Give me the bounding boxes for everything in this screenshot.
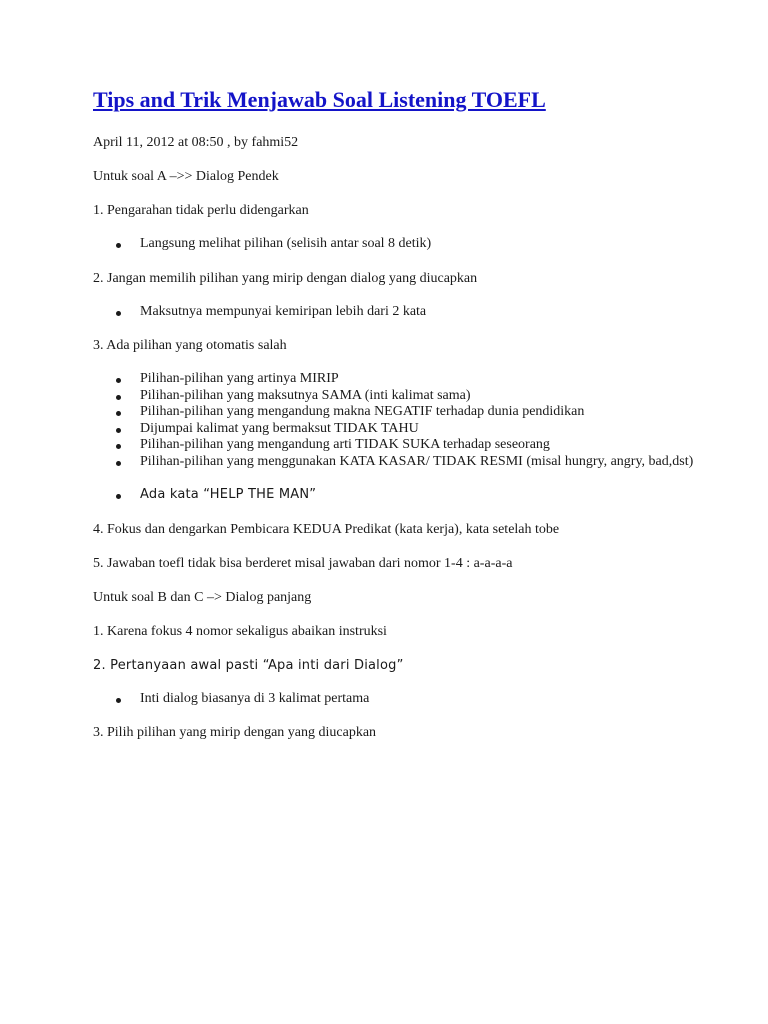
list-item-text: Pilihan-pilihan yang mengandung makna NEGATIF terhadap dunia pendidikan (140, 404, 585, 419)
point-3: 3. Ada pilihan yang otomatis salah (93, 338, 287, 353)
bullet-icon (116, 428, 121, 433)
list-item-text: Pilihan-pilihan yang mengandung arti TIDAK SUKA terhadap seseorang (140, 437, 550, 452)
section-bc-heading: Untuk soal B dan C –> Dialog panjang (93, 589, 312, 605)
list-item (116, 236, 713, 253)
list-item (116, 421, 713, 438)
list-item-text: Inti dialog biasanya di 3 kalimat pertama (140, 690, 370, 706)
list-item (116, 404, 713, 421)
point-5: 5. Jawaban toefl tidak bisa berderet misal jawaban dari nomor 1-4 : a-a-a-a (93, 555, 513, 571)
point-1: 1. Pengarahan tidak perlu didengarkan (93, 203, 309, 218)
page-title-link[interactable]: Tips and Trik Menjawab Soal Listening TOEFL (93, 87, 546, 112)
point-4: 4. Fokus dan dengarkan Pembicara KEDUA Predikat (kata kerja), kata setelah tobe (93, 521, 560, 537)
point-2-list (93, 304, 713, 321)
list-item-text: Langsung melihat pilihan (selisih antar soal 8 detik) (140, 236, 432, 251)
bullet-icon (116, 698, 121, 703)
bullet-icon (116, 494, 121, 499)
bullet-icon (116, 411, 121, 416)
point-3-extra-list (93, 487, 713, 504)
bullet-icon (116, 378, 121, 383)
list-item-text: Pilihan-pilihan yang menggunakan KATA KASAR/ TIDAK RESMI (misal hungry, angry, bad,dst) (140, 453, 694, 469)
bc-point-2-list (93, 691, 713, 708)
list-item-text: Ada kata “HELP THE MAN” (140, 487, 317, 502)
list-item-text: Maksutnya mempunyai kemiripan lebih dari 2 kata (140, 303, 427, 319)
bc-point-3: 3. Pilih pilihan yang mirip dengan yang diucapkan (93, 725, 377, 740)
list-item (116, 437, 713, 454)
list-item (116, 691, 713, 708)
bc-point-2: 2. Pertanyaan awal pasti “Apa inti dari Dialog” (93, 657, 404, 673)
bullet-icon (116, 243, 121, 248)
list-item (116, 371, 713, 388)
point-2: 2. Jangan memilih pilihan yang mirip dengan dialog yang diucapkan (93, 270, 478, 286)
point-3-list (93, 371, 713, 470)
list-item (116, 304, 713, 321)
list-item (116, 454, 713, 471)
bc-point-1: 1. Karena fokus 4 nomor sekaligus abaikan instruksi (93, 623, 387, 639)
bullet-icon (116, 444, 121, 449)
section-a-heading: Untuk soal A –>> Dialog Pendek (93, 169, 279, 184)
list-item-text: Pilihan-pilihan yang artinya MIRIP (140, 371, 339, 386)
list-item-text: Dijumpai kalimat yang bermaksut TIDAK TAHU (140, 420, 419, 436)
bullet-icon (116, 395, 121, 400)
list-item (116, 388, 713, 405)
post-meta: April 11, 2012 at 08:50 , by fahmi52 (93, 135, 299, 150)
document-page (93, 84, 713, 758)
bullet-icon (116, 461, 121, 466)
list-item (116, 487, 713, 504)
bullet-icon (116, 311, 121, 316)
list-item-text: Pilihan-pilihan yang maksutnya SAMA (inti kalimat sama) (140, 387, 471, 403)
point-1-list (93, 236, 713, 253)
